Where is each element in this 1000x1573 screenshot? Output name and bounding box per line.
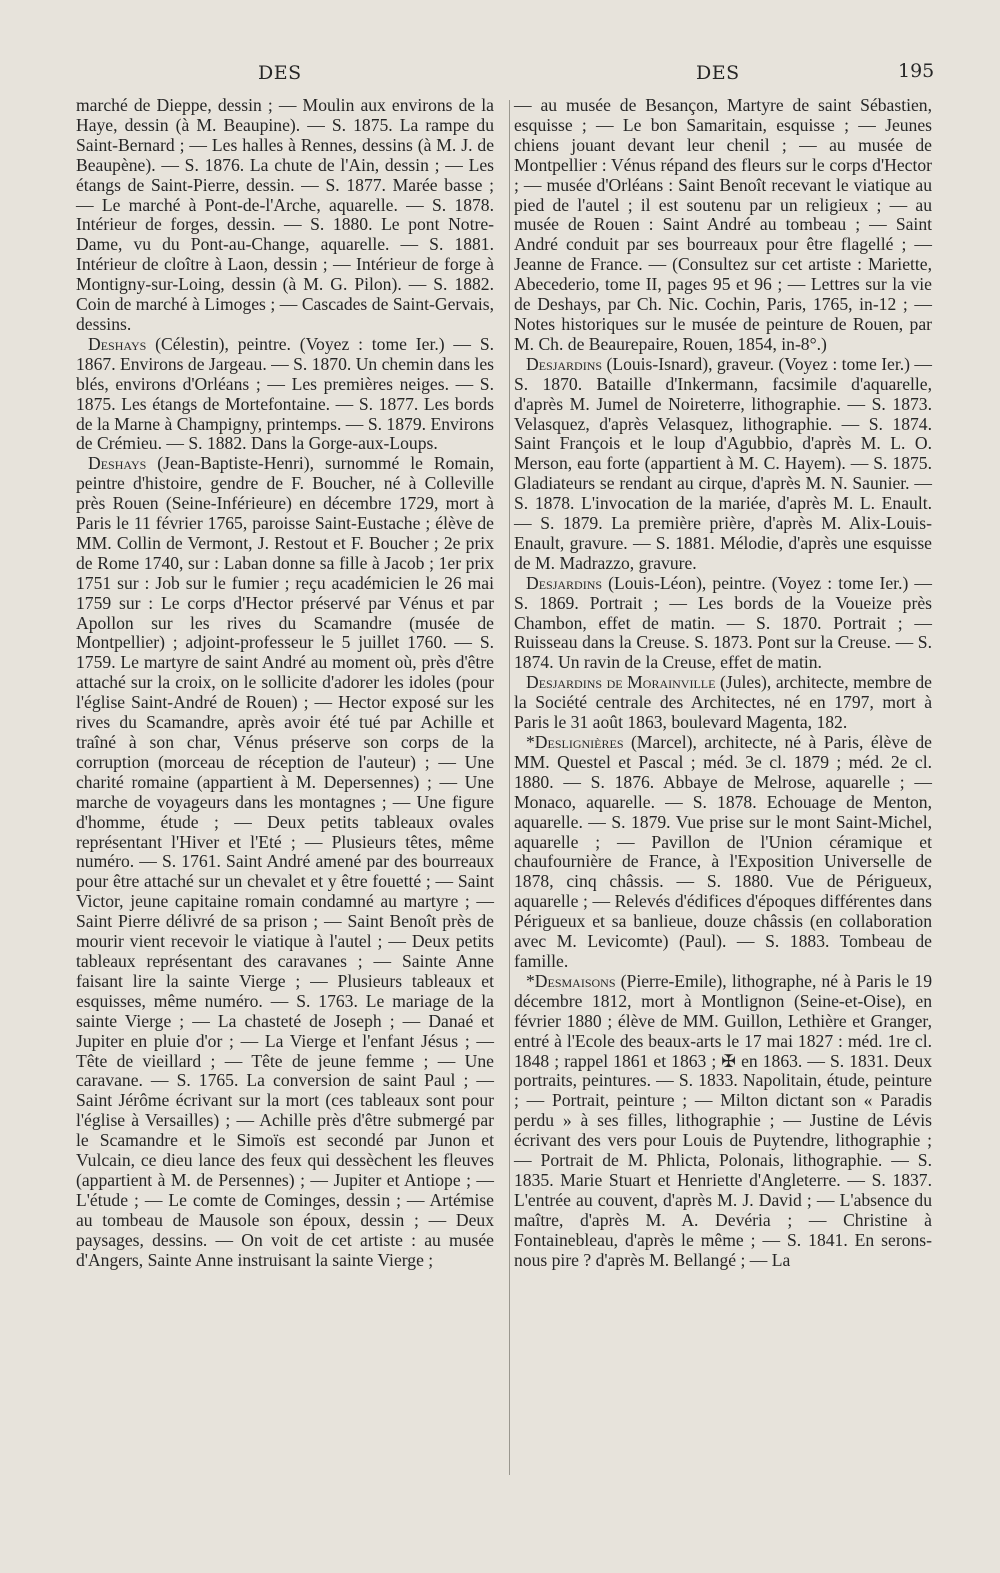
entry xyxy=(76,335,494,454)
entry xyxy=(76,454,494,1270)
left-column xyxy=(76,96,494,1270)
running-head-left: DES xyxy=(258,62,302,84)
entry-text: (Pierre-Emile), lithographe, né à Paris le 19 décembre 1812, mort à Montlignon (Seine-et-Oise), en février 1880 ; élève de MM. Guillon, Lethière et Granger, entré à l'Ecole des beaux-arts le 17 mai 1827 : méd. 1re cl. 1848 ; rappel 1861 et 1863 ; ✠ en 1863. — S. 1831. Deux portraits, peintures. — S. 1833. Napolitain, étude, peinture ; — Portrait, peinture ; — Milton dictant son « Paradis perdu » à ses filles, lithographie ; — Justine de Lévis écrivant des vers pour Louis de Puytendre, lithographie ; — Portrait de M. Phlicta, Polonais, lithographie. — S. 1835. Marie Stuart et Henriette d'Angleterre. — S. 1837. L'entrée au couvent, d'après M. J. David ; — L'absence du maître, d'après M. A. Devéria ; — Christine à Fontainebleau, d'après le même ; — S. 1841. En serons-nous pire ? d'après M. Bellangé ; — La xyxy=(514,970,932,1270)
column-divider xyxy=(509,100,510,1475)
entry-continued xyxy=(514,96,932,355)
entry-continued xyxy=(76,96,494,335)
entry xyxy=(514,733,932,972)
entry-text: (Louis-Isnard), graveur. (Voyez : tome Ier.) — S. 1870. Bataille d'Inkermann, facsimile d'aquarelle, d'après M. Jumel de Noireterre, lithographie. — S. 1873. Velasquez, d'après Velasquez, lithographie. — S. 1874. Saint François et le loup d'Agubbio, d'après M. L. O. Merson, eau forte (appartient à M. C. Hayem). — S. 1875. Gladiateurs se rendant au cirque, d'après M. N. Saunier. — S. 1878. L'invocation de la mariée, d'après M. L. Enault. — S. 1879. La première prière, d'après M. Alix-Louis-Enault, gravure. — S. 1881. Mélodie, d'après une esquisse de M. Madrazzo, gravure. xyxy=(514,353,933,573)
entry xyxy=(514,574,932,674)
running-head-right: DES xyxy=(696,62,740,84)
entry xyxy=(514,355,932,574)
entry-text: marché de Dieppe, dessin ; — Moulin aux environs de la Haye, dessin (à M. Beaupine). — S. 1875. La rampe du Saint-Bernard ; — Les halles à Rennes, dessins (à M. J. de Beaupène). — S. 1876. La chute de l'Ain, dessin ; — Les étangs de Saint-Pierre, dessin. — S. 1877. Marée basse ; — Le marché à Pont-de-l'Arche, aquarelle. — S. 1878. Intérieur de forges, dessin. — S. 1880. Le pont Notre-Dame, vu du Pont-au-Change, aquarelle. — S. 1881. Intérieur de cloître à Laon, dessin ; — Intérieur de forge à Montigny-sur-Loing, dessin (à M. G. Pilon). — S. 1882. Coin de marché à Limoges ; — Cascades de Saint-Gervais, dessins. xyxy=(76,95,494,334)
entry-name: Desjardins xyxy=(526,353,603,374)
entry-text: (Célestin), peintre. (Voyez : tome Ier.) — S. 1867. Environs de Jargeau. — S. 1870. Un chemin dans les blés, environs d'Orléans ; — Les premières neiges. — S. 1875. Les étangs de Mortefontaine. — S. 1877. Les bords de la Marne à Champigny, printemps. — S. 1879. Environs de Crémieu. — S. 1882. Dans la Gorge-aux-Loups. xyxy=(76,333,494,454)
entry-name: *Desmaisons xyxy=(526,970,616,991)
entry-text: (Jean-Baptiste-Henri), surnommé le Romain, peintre d'histoire, gendre de F. Boucher, né à Colleville près Rouen (Seine-Inférieure) en décembre 1729, mort à Paris le 11 février 1765, paroisse Saint-Eustache ; élève de MM. Collin de Vermont, J. Restout et F. Boucher ; 2e prix de Rome 1740, sur : Laban donne sa fille à Jacob ; 1er prix 1751 sur : Job sur le fumier ; reçu académicien le 26 mai 1759 sur : Le corps d'Hector préservé par Vénus et par Apollon sur les rives du Scamandre (musée de Montpellier) ; adjoint-professeur le 5 juillet 1760. — S. 1759. Le martyre de saint André au moment où, près d'être attaché sur la croix, on le sollicite d'adorer les idoles (pour l'église Saint-André de Rouen) ; — Hector exposé sur les rives du Scamandre, après avoir été tué par Achille et traîné à son char, Vénus préserve son corps de la corruption (morceau de réception de l'auteur) ; — Une charité romaine (appartient à M. Depersennes) ; — Une marche de voyageurs dans les montagnes ; — Une figure d'homme, étude ; — Deux petits tableaux ovales représentant l'Hiver et l'Eté ; — Plusieurs têtes, même numéro. — S. 1761. Saint André amené par des bourreaux pour être attaché sur un chevalet et y être fouetté ; — Saint Victor, jeune capitaine romain condamné au martyre ; — Saint Pierre délivré de sa prison ; — Saint Benoît près de mourir vient recevoir le viatique à l'autel ; — Deux petits tableaux représentant des caravanes ; — Sainte Anne faisant lire la sainte Vierge ; — Plusieurs tableaux et esquisses, même numéro. — S. 1763. Le mariage de la sainte Vierge ; — La chasteté de Joseph ; — Danaé et Jupiter en pluie d'or ; — La Vierge et l'enfant Jésus ; — Tête de vieillard ; — Tête de jeune femme ; — Une caravane. — S. 1765. La conversion de saint Paul ; — Saint Jérôme écrivant sur la mort (ces tableaux sont pour l'église à Versailles) ; — Achille près d'être submergé par le Scamandre et le Simoïs est secondé par Junon et Vulcain, ce dieu lance des feux qui dessèchent les fleuves (appartient à M. de Persennes) ; — Jupiter et Antiope ; — L'étude ; — Le comte de Cominges, dessin ; — Artémise au tombeau de Mausole son époux, dessin ; — Deux paysages, dessins. — On voit de cet artiste : au musée d'Angers, Sainte Anne instruisant la sainte Vierge ; xyxy=(76,453,494,1270)
entry-text: (Jules), architecte, membre de la Société centrale des Architectes, né en 1797, mort à Paris le 31 août 1863, boulevard Magenta, 182. xyxy=(514,672,932,733)
entry xyxy=(514,673,932,733)
entry-name: Desjardins de Morainville xyxy=(526,672,716,693)
entry-text: (Marcel), architecte, né à Paris, élève de MM. Questel et Pascal ; méd. 3e cl. 1879 ; méd. 2e cl. 1880. — S. 1876. Abbaye de Melrose, aquarelle ; — Monaco, aquarelle. — S. 1878. Echouage de Menton, aquarelle. — S. 1879. Vue prise sur le mont Saint-Michel, aquarelle ; — Pavillon de l'Union céramique et chaufournière de France, à l'Exposition Universelle de 1878, cinq châssis. — S. 1880. Vue de Périgueux, aquarelle ; — Relevés d'édifices d'époques différentes dans Périgueux et sa banlieue, douze châssis (en collaboration avec M. Levicomte) (Paul). — S. 1883. Tombeau de famille. xyxy=(514,732,932,971)
right-column xyxy=(514,96,932,1270)
entry xyxy=(514,972,932,1271)
page-number: 195 xyxy=(898,60,935,82)
entry-name: Deshays xyxy=(88,333,147,354)
entry-text: — au musée de Besançon, Martyre de saint Sébastien, esquisse ; — Le bon Samaritain, esquisse ; — Jeunes chiens jouant devant leur chenil ; — au musée de Montpellier : Vénus répand des fleurs sur le corps d'Hector ; — musée d'Orléans : Saint Benoît recevant le viatique au pied de l'autel ; il est soutenu par un religieux ; — au musée de Rouen : Saint André au tombeau ; — Saint André conduit par ses bourreaux pour être flagellé ; — Jeanne de France. — (Consultez sur cet artiste : Mariette, Abecederio, tome II, pages 95 et 96 ; — Lettres sur la vie de Deshays, par Ch. Nic. Cochin, Paris, 1765, in-12 ; — Notes historiques sur le musée de peinture de Rouen, par M. Ch. de Beaurepaire, Rouen, 1854, in-8°.) xyxy=(514,95,932,354)
entry-name: *Deslignières xyxy=(526,732,624,752)
entry-text: (Louis-Léon), peintre. (Voyez : tome Ier.) — S. 1869. Portrait ; — Les bords de la Voueize près Chambon, effet de matin. — S. 1870. Portrait ; — Ruisseau dans la Creuse. S. 1873. Pont sur la Creuse. — S. 1874. Un ravin de la Creuse, effet de matin. xyxy=(514,572,932,673)
entry-name: Deshays xyxy=(88,453,147,474)
entry-name: Desjardins xyxy=(526,572,603,593)
